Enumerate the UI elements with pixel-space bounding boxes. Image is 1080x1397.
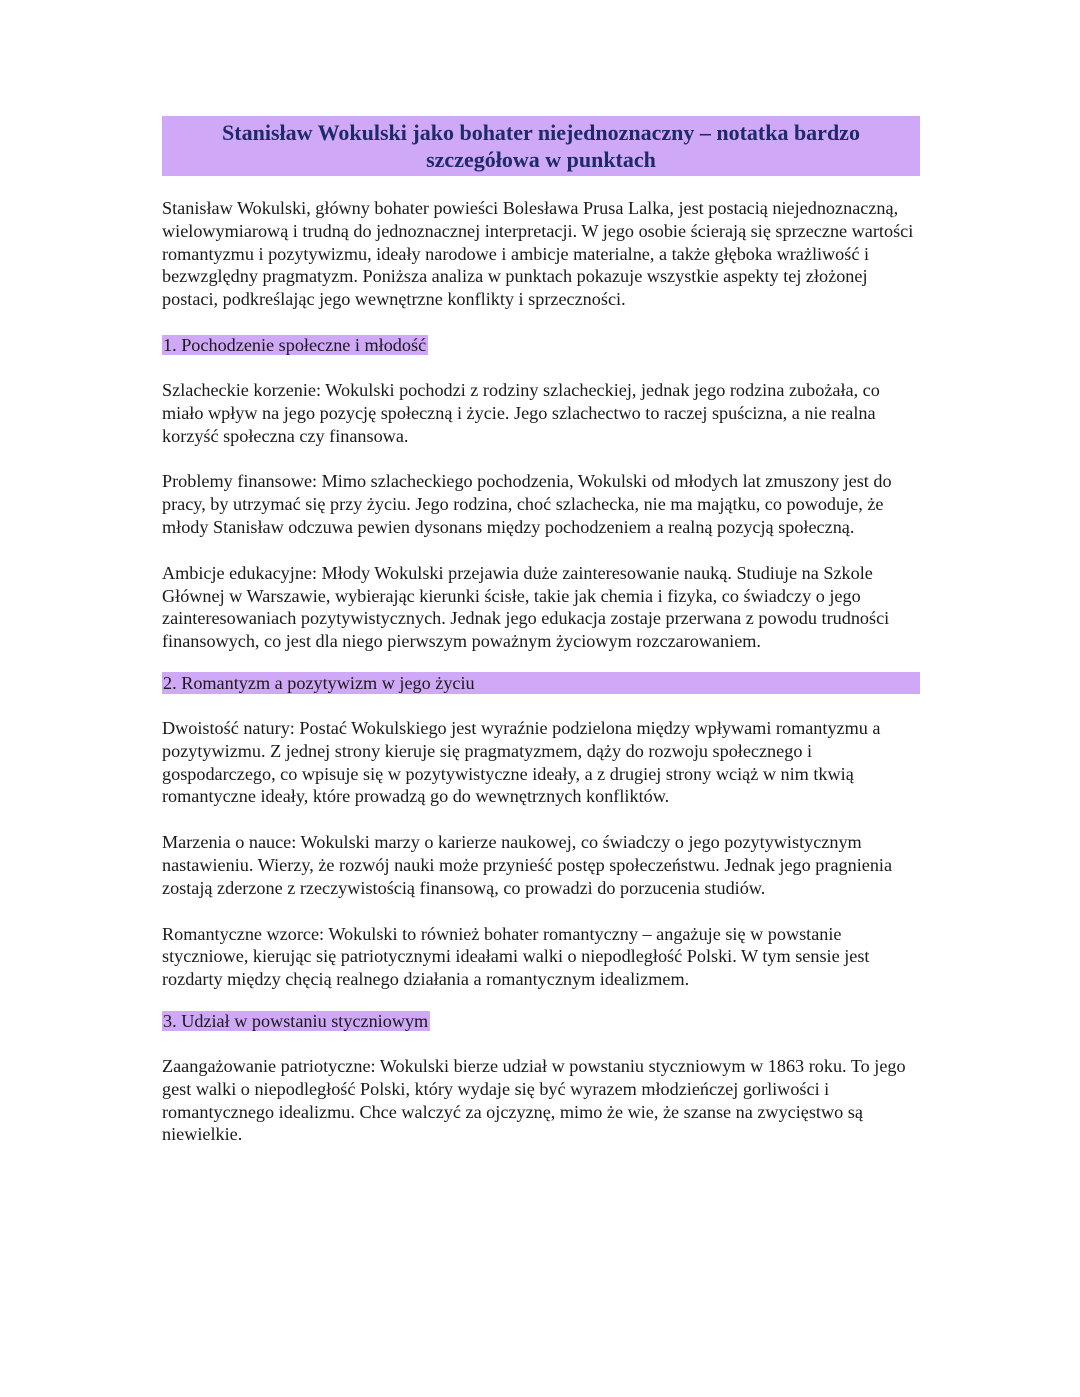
section-3-paragraph-1: Zaangażowanie patriotyczne: Wokulski bierze udział w powstaniu styczniowym w 1863 roku. To jego gest walki o niepodległość Polski, który wydaje się być wyrazem młodzieńczej gorliwości i romantycznego idealizmu. Chce walczyć za ojczyznę, mimo że wie, że szanse na zwycięstwo są niewielkie. xyxy=(162,1055,906,1145)
section-2-paragraph-1: Dwoistość natury: Postać Wokulskiego jest wyraźnie podzielona między wpływami romantyzmu a pozytywizmu. Z jednej strony kieruje się pragmatyzmem, dąży do rozwoju społecznego i gospodarczego, co wpisuje się w pozytywistyczne ideały, a z drugiej strony wciąż w nim tkwią romantyczne ideały, które prowadzą go do wewnętrznych konfliktów. xyxy=(162,717,881,807)
section-1-paragraph-1: Szlacheckie korzenie: Wokulski pochodzi z rodziny szlacheckiej, jednak jego rodzina zubożała, co miało wpływ na jego pozycję społeczną i życie. Jego szlachectwo to raczej spuścizna, a nie realna korzyść społeczna czy finansowa. xyxy=(162,379,880,446)
intro-paragraph: Stanisław Wokulski, główny bohater powieści Bolesława Prusa Lalka, jest postacią niejednoznaczną, wielowymiarową i trudną do jednoznacznej interpretacji. W jego osobie ścierają się sprzeczne wartości romantyzmu i pozytywizmu, ideały narodowe i ambicje materialne, a także głęboka wrażliwość i bezwzględny pragmatyzm. Poniższa analiza w punktach pokazuje wszystkie aspekty tej złożonej postaci, podkreślając jego wewnętrzne konflikty i sprzeczności. xyxy=(162,198,914,310)
section-2-paragraph-3: Romantyczne wzorce: Wokulski to również bohater romantyczny – angażuje się w powstanie styczniowe, kierując się patriotycznymi ideałami walki o niepodległość Polski. W tym sensie jest rozdarty między chęcią realnego działania a romantycznym idealizmem. xyxy=(162,923,870,990)
section-1-paragraph-3: Ambicje edukacyjne: Młody Wokulski przejawia duże zainteresowanie nauką. Studiuje na Szkole Głównej w Warszawie, wybierając kierunki ścisłe, takie jak chemia i fizyka, co świadczy o jego zainteresowaniach pozytywistycznych. Jednak jego edukacja zostaje przerwana z powodu trudności finansowych, co jest dla niego pierwszym poważnym życiowym rozczarowaniem. xyxy=(162,562,890,652)
section-heading-1-text: 1. Pochodzenie społeczne i młodość xyxy=(163,334,427,355)
section-heading-1 xyxy=(162,334,920,356)
section-heading-3 xyxy=(162,1010,920,1032)
document-title: Stanisław Wokulski jako bohater niejednoznaczny – notatka bardzo szczegółowa w punktach xyxy=(162,116,920,176)
document-page xyxy=(162,116,920,1146)
section-2-paragraph-2: Marzenia o nauce: Wokulski marzy o karierze naukowej, co świadczy o jego pozytywistycznym nastawieniu. Wierzy, że rozwój nauki może przynieść postęp społeczeństwu. Jednak jego pragnienia zostają zderzone z rzeczywistością finansową, co prowadzi do porzucenia studiów. xyxy=(162,832,893,898)
section-1-paragraph-2: Problemy finansowe: Mimo szlacheckiego pochodzenia, Wokulski od młodych lat zmuszony jest do pracy, by utrzymać się przy życiu. Jego rodzina, choć szlachecka, nie ma majątku, co powoduje, że młody Stanisław odczuwa pewien dysonans między pochodzeniem a realną pozycją społeczną. xyxy=(162,471,892,537)
section-heading-2 xyxy=(162,672,920,694)
section-heading-3-text: 3. Udział w powstaniu styczniowym xyxy=(163,1010,429,1031)
section-heading-2-text: 2. Romantyzm a pozytywizm w jego życiu xyxy=(163,672,475,693)
